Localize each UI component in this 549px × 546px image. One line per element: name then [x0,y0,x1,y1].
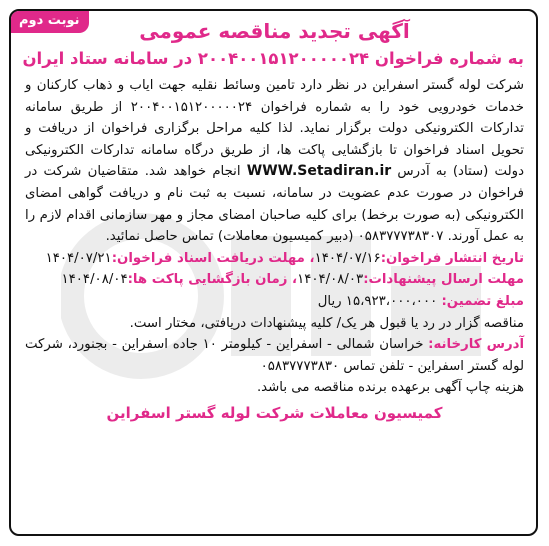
round-badge: نوبت دوم [9,9,89,33]
publish-label: تاریخ انتشار فراخوان: [380,250,524,266]
notice-content [22,17,524,425]
address-value: خراسان شمالی - اسفراین - کیلومتر ۱۰ جاده اسفراین - بجنورد، شرکت لوله گستر اسفراین - تلفن تماس ۰۵۸۳۷۷۷۳۸۳۰ [25,337,524,374]
guarantee-value: ۱۵،۹۲۳،۰۰۰،۰۰۰ ریال [317,293,438,309]
notice-title: آگهی تجدید مناقصه عمومی [139,19,410,43]
website-link[interactable]: WWW.Setadiran.ir [246,163,392,180]
opening-value: ۱۴۰۴/۰۸/۰۴ [61,272,128,288]
docs-value: ۱۴۰۴/۰۷/۲۱ [45,250,112,266]
body-part-2: انجام خواهد شد. متقاضیان شرکت در فراخوان در صورت عدم عضویت در سامانه، نسبت به ثبت نام و دریافت گواهی امضای الکترونیکی (به صورت برخط) برای کلیه صاحبان امضای مجاز و مهر سازمانی اقدام لازم را به عمل آورند. ۰۵۸۳۷۷۷۳۸۳۰۷ (دبیر کمیسیون معاملات) تماس حاصل نمائید. [25,164,524,245]
submit-value: ۱۴۰۴/۰۸/۰۳ [297,272,364,288]
body-part-1: شرکت لوله گستر اسفراین در نظر دارد تامین وسائط نقلیه جهت ایاب و ذهاب کارکنان و خدمات خودرویی خود را به شماره فراخوان ۲۰۰۴۰۰۱۵۱۲۰۰۰۰۰۲۴ از طریق سامانه تدارکات الکترونیکی دولت برگزار نماید. لذا کلیه مراحل برگزاری فراخوان از دریافت و تحویل اسناد فراخوان تا بازگشایی پاکت ها، از طریق درگاه سامانه تدارکات الکترونیکی دولت (ستاد) به آدرس [25,78,524,180]
note-line: مناقصه گزار در رد یا قبول هر یک/ کلیه پیشنهادات دریافتی، مختار است. [129,315,524,331]
footer-signature: کمیسیون معاملات شرکت لوله گستر اسفراین [106,403,443,422]
submit-row [25,269,524,291]
address-block [25,334,524,377]
docs-label: ، مهلت دریافت اسناد فراخوان: [111,250,315,266]
cost-note: هزینه چاپ آگهی برعهده برنده مناقصه می باشد. [256,380,524,396]
guarantee-row [25,291,524,313]
address-label: آدرس کارخانه: [428,337,524,353]
guarantee-label: مبلغ تضمین: [441,293,524,309]
notice-frame [9,9,538,536]
publish-value: ۱۴۰۴/۰۷/۱۶ [314,250,381,266]
submit-label: مهلت ارسال پیشنهادات: [363,272,524,288]
notice-body [25,75,524,248]
publish-row [25,248,524,270]
notice-subtitle: به شماره فراخوان ۲۰۰۴۰۰۱۵۱۲۰۰۰۰۰۲۴ در سامانه ستاد ایران [22,49,524,68]
opening-label: ، زمان بازگشایی پاکت ها: [127,272,298,288]
